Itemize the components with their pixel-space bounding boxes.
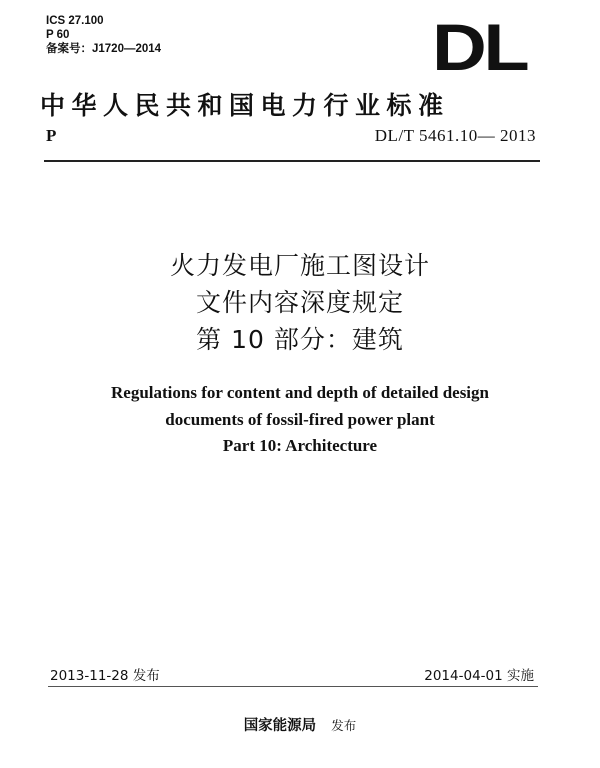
ics-code: ICS 27.100 [46, 15, 104, 27]
standard-number: DL/T 5461.10— 2013 [374, 126, 536, 145]
footer-divider [48, 686, 538, 687]
category-letter: P [46, 126, 57, 145]
title-zh-line-2: 文件内容深度规定 [195, 288, 404, 317]
header-divider [44, 160, 540, 162]
implementation-date: 2014-04-01 实施 [424, 668, 534, 684]
publish-label: 发布 [331, 718, 357, 733]
title-zh-line-3: 第 10 部分：建筑 [196, 325, 404, 354]
publisher-line [0, 714, 600, 735]
classification-code: P 60 [46, 29, 70, 41]
title-en-line-2: documents of fossil-fired power plant [165, 410, 435, 429]
title-en-line-3: Part 10: Architecture [222, 436, 378, 455]
dl-logo: DL [432, 10, 527, 84]
issue-date: 2013-11-28 发布 [50, 668, 160, 684]
org-title: 中华人民共和国电力行业标准 [40, 91, 450, 120]
publisher: 国家能源局 [243, 718, 317, 734]
title-zh-line-1: 火力发电厂施工图设计 [169, 251, 430, 280]
title-en-line-1: Regulations for content and depth of detailed design [111, 383, 489, 402]
filing-number: 备案号：J1720—2014 [46, 43, 162, 55]
